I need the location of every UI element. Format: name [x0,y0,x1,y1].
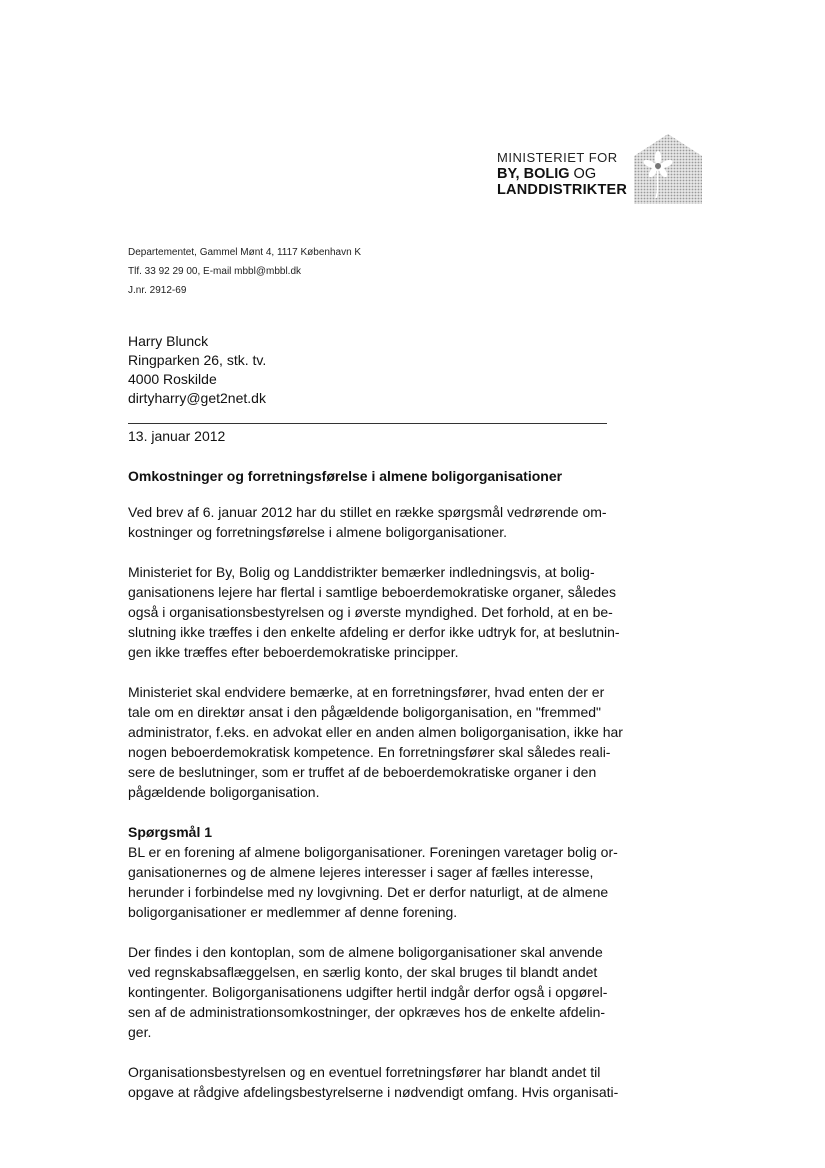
logo-line-2 [497,166,627,182]
divider [128,423,607,424]
sender-contact: Tlf. 33 92 29 00, E-mail mbbl@mbbl.dk [128,266,302,277]
recipient-street: Ringparken 26, stk. tv. [128,352,267,368]
p2-line: også i organisationsbestyrelsen og i øverste myndighed. Det forhold, at en be- [128,604,613,620]
recipient-name: Harry Blunck [128,333,209,349]
p5-line: ger. [128,1024,152,1040]
paragraph-1 [128,502,628,542]
section-heading-question-1: Spørgsmål 1 [128,824,213,840]
p3-line: Ministeriet skal endvidere bemærke, at en forretningsfører, hvad enten der er [128,684,605,700]
p3-line: nogen beboerdemokratisk kompetence. En forretningsfører skal således reali- [128,744,611,760]
p1-line: Ved brev af 6. januar 2012 har du stillet en række spørgsmål vedrørende om- [128,504,607,520]
p6-line: opgave at rådgive afdelingsbestyrelserne i nødvendigt omfang. Hvis organisati- [128,1084,619,1100]
p4-line: herunder i forbindelse med ny lovgivning. Det er derfor naturligt, at de almene [128,884,609,900]
p2-line: ganisationens lejere har flertal i samtlige beboerdemokratiske organer, således [128,584,616,600]
p2-line: gen ikke træffes efter beboerdemokratiske principper. [128,644,459,660]
p3-line: administrator, f.eks. en advokat eller en anden almen boligorganisation, ikke har [128,724,623,740]
logo-line-1: MINISTERIET FOR [497,150,618,165]
p4-line: boligorganisationer er medlemmer af denne forening. [128,904,458,920]
letter-body [128,502,628,1102]
p6-line: Organisationsbestyrelsen og en eventuel forretningsfører har blandt andet til [128,1064,601,1080]
p5-line: sen af de administrationsomkostninger, der opkræves hos de enkelte afdelin- [128,1004,606,1020]
p5-line: kontingenter. Boligorganisationens udgifter hertil indgår derfor også i opgørel- [128,984,608,1000]
ministry-logo [497,134,702,204]
p3-line: sere de beslutninger, som er truffet af de beboerdemokratiske organer i den [128,764,597,780]
p3-line: tale om en direktør ansat i den pågældende boligorganisation, en "fremmed" [128,704,601,720]
sender-block [128,243,361,300]
letter-subject: Omkostninger og forretningsførelse i almene boligorganisationer [128,468,563,484]
logo-line-2-og: OG [573,166,597,182]
p2-line: slutning ikke træffes i den enkelte afdeling er derfor ikke udtryk for, at beslutnin- [128,624,620,640]
p5-line: ved regnskabsaflæggelsen, en særlig konto, der skal bruges til blandt andet [128,964,598,980]
paragraph-5 [128,942,628,1042]
letter-date: 13. januar 2012 [128,428,226,444]
p5-line: Der findes i den kontoplan, som de almene boligorganisationer skal anvende [128,944,603,960]
paragraph-6 [128,1062,628,1102]
journal-number: J.nr. 2912-69 [128,285,187,296]
house-flower-icon [634,134,702,204]
paragraph-2 [128,562,628,662]
recipient-email: dirtyharry@get2net.dk [128,390,266,406]
paragraph-4 [128,842,628,922]
recipient-city: 4000 Roskilde [128,371,217,387]
p4-line: ganisationernes og de almene lejeres interesser i sager af fælles interesse, [128,864,594,880]
logo-text [497,150,627,199]
p2-line: Ministeriet for By, Bolig og Landdistrikter bemærker indledningsvis, at bolig- [128,564,595,580]
p3-line: pågældende boligorganisation. [128,784,320,800]
p1-line: kostninger og forretningsførelse i almene boligorganisationer. [128,524,507,540]
p4-line: BL er en forening af almene boligorganisationer. Foreningen varetager bolig or- [128,844,618,860]
recipient-block [128,332,266,408]
logo-line-2-bold: BY, BOLIG [497,166,570,182]
paragraph-3 [128,682,628,802]
logo-line-3: LANDDISTRIKTER [497,182,628,198]
sender-address: Departementet, Gammel Mønt 4, 1117 København K [128,247,362,258]
